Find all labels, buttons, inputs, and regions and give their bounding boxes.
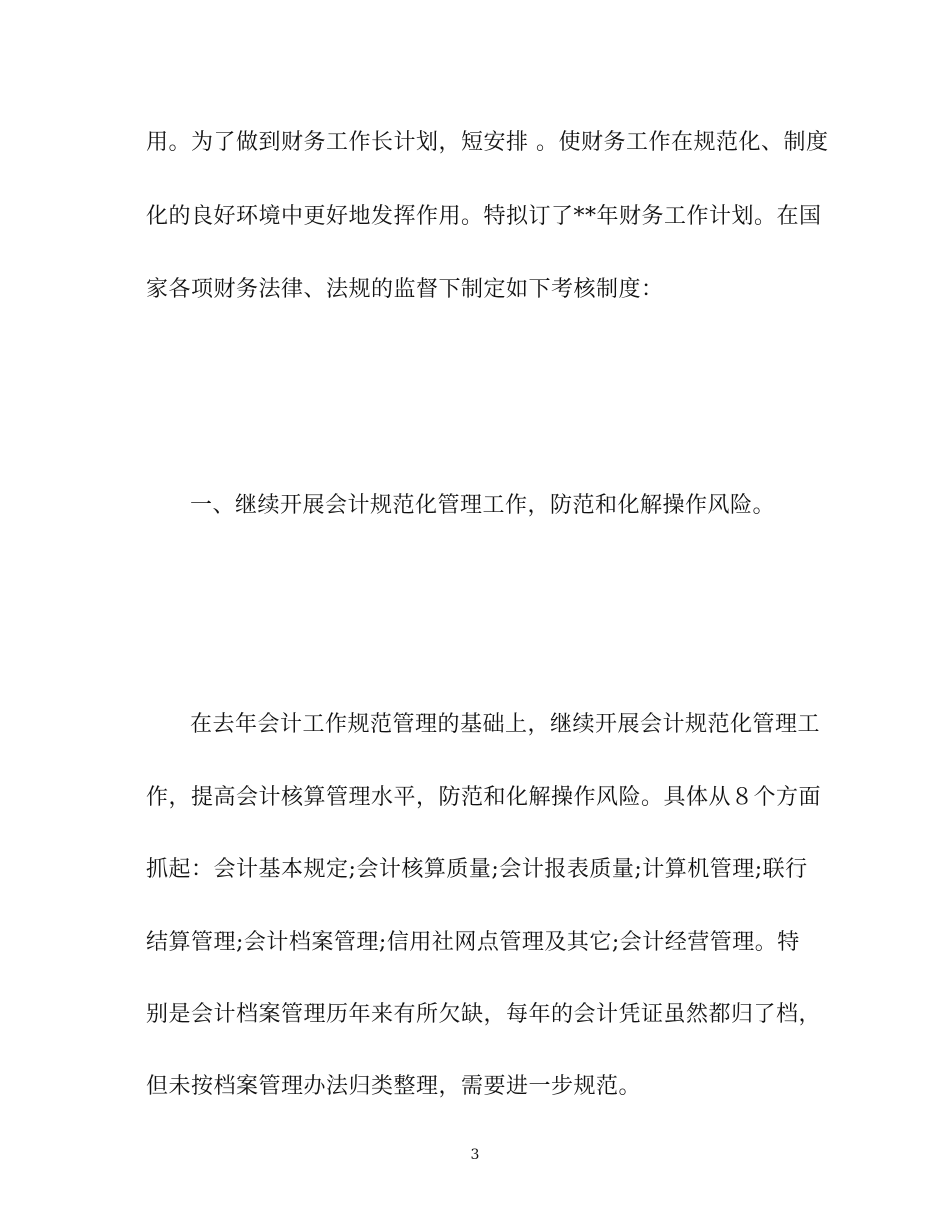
- paragraph-line: 家各项财务法律、法规的监督下制定如下考核制度：: [146, 277, 664, 302]
- paragraph-line: 但未按档案管理办法归类整理，需要进一步规范。: [146, 1074, 642, 1099]
- paragraph-line: 作，提高会计核算管理水平，防范和化解操作风险。具体从８个方面: [146, 785, 822, 810]
- paragraph-line: 在去年会计工作规范管理的基础上，继续开展会计规范化管理工: [190, 712, 821, 737]
- section-heading: 一、继续开展会计规范化管理工作，防范和化解操作风险。: [190, 493, 776, 518]
- paragraph-line: 别是会计档案管理历年来有所欠缺，每年的会计凭证虽然都归了档，: [146, 1002, 822, 1027]
- page-number: 3: [470, 1147, 480, 1163]
- paragraph-line: 结算管理;会计档案管理;信用社网点管理及其它;会计经营管理。特: [146, 930, 800, 955]
- paragraph-line: 抓起：会计基本规定;会计核算质量;会计报表质量;计算机管理;联行: [146, 857, 808, 882]
- paragraph-line: 用。为了做到财务工作长计划，短安排 。使财务工作在规范化、制度: [146, 130, 829, 155]
- paragraph-line: 化的良好环境中更好地发挥作用。特拟订了**年财务工作计划。在国: [146, 204, 822, 229]
